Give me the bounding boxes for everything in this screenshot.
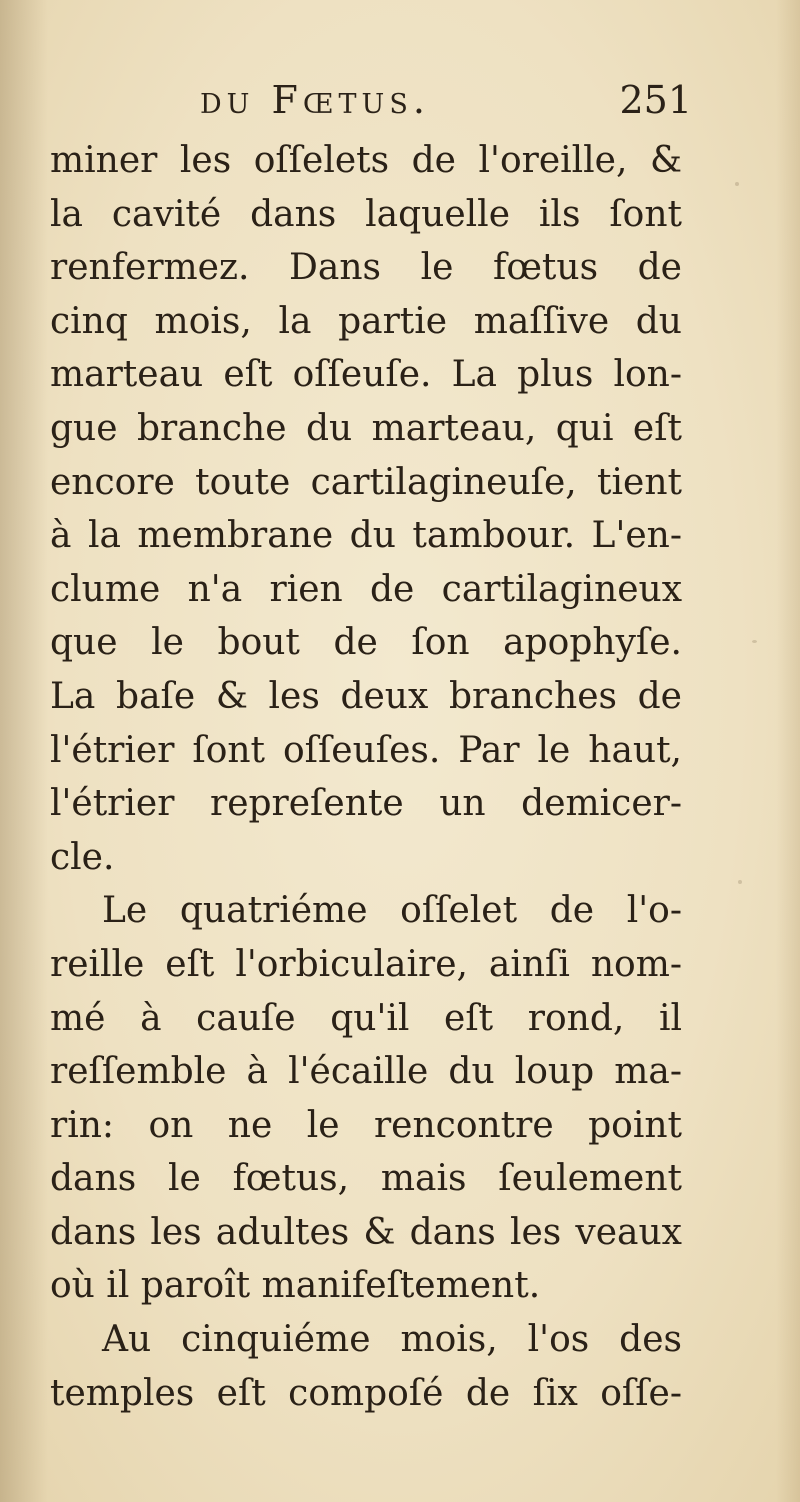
text-line: La baſe & les deux branches de	[50, 675, 682, 717]
paragraph	[50, 884, 682, 1313]
text-line: renfermez. Dans le fœtus de	[50, 247, 682, 289]
text-line: Le quatriéme oſſelet de l'o-	[102, 890, 682, 932]
running-title: du Fœtus.	[200, 78, 430, 122]
text-line: l'étrier ſont oſſeuſes. Par le haut,	[50, 729, 682, 771]
text-line: cinq mois, la partie maſſive du	[50, 300, 682, 342]
text-line: encore toute cartilagineuſe, tient	[50, 461, 682, 503]
text-line: dans les adultes & dans les veaux	[50, 1211, 682, 1253]
text-line: gue branche du marteau, qui eſt	[50, 407, 682, 449]
running-header	[52, 78, 692, 138]
text-line: clume n'a rien de cartilagineux	[50, 568, 682, 610]
paragraph	[50, 134, 682, 884]
text-line: temples eſt compoſé de ſix oſſe-	[50, 1372, 682, 1414]
text-line: Au cinquiéme mois, l'os des	[102, 1319, 682, 1361]
page-edge-shadow	[776, 0, 800, 1502]
text-line: miner les oſſelets de l'oreille, &	[50, 140, 682, 181]
text-line: où il paroît manifeſtement.	[50, 1265, 541, 1307]
foxing-spot	[738, 880, 742, 884]
text-line: mé à cauſe qu'il eſt rond, il	[50, 997, 682, 1039]
foxing-spot	[735, 182, 739, 186]
text-line: la cavité dans laquelle ils ſont	[50, 193, 682, 235]
text-line: dans le fœtus, mais ſeulement	[50, 1158, 682, 1200]
paragraph	[50, 1313, 682, 1420]
text-line: l'étrier repreſente un demicer-	[50, 783, 682, 825]
text-line: marteau eſt oſſeuſe. La plus lon-	[50, 354, 682, 396]
foxing-spot	[752, 640, 757, 643]
page-number: 251	[619, 78, 692, 122]
text-line: que le bout de ſon apophyſe.	[50, 622, 682, 664]
text-line: reille eſt l'orbiculaire, ainſi nom-	[50, 943, 682, 985]
text-line: reſſemble à l'écaille du loup ma-	[50, 1051, 682, 1093]
text-line: cle.	[50, 836, 115, 878]
text-line: à la membrane du tambour. L'en-	[50, 515, 682, 557]
gutter-shadow	[0, 0, 48, 1502]
body-text	[50, 134, 682, 1420]
text-line: rin: on ne le rencontre point	[50, 1104, 682, 1146]
